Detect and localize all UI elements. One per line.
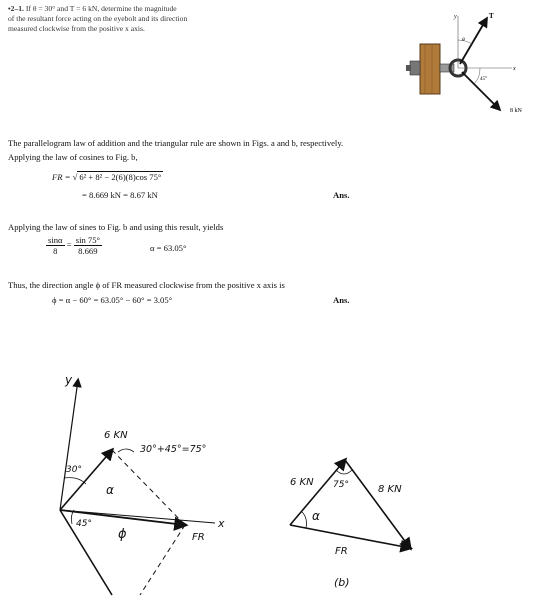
cos-radicand: 6² + 8² − 2(6)(8)cos 75°: [79, 172, 162, 182]
sines-intro: Applying the law of sines to Fig. b and using this result, yields: [8, 222, 224, 232]
sketch-a-label-phi: ϕ: [118, 527, 127, 542]
label-x-axis: x: [513, 66, 516, 72]
sketch-b-label-FR: FR: [335, 546, 348, 557]
sin-equals: =: [66, 239, 72, 250]
problem-text-line-1: If θ = 30° and T = 6 kN, determine the magnitude: [25, 4, 177, 13]
sketch-a-dash-bottom: [140, 525, 185, 595]
sketch-b-label-alpha: α: [312, 509, 320, 523]
answer-label-1: Ans.: [333, 190, 350, 200]
law-of-sines-equation: [46, 235, 102, 256]
cos-lhs: FR =: [52, 172, 71, 182]
solution-intro-line-1: The parallelogram law of addition and the triangular rule are shown in Figs. a and b, respectively.: [8, 138, 344, 148]
sketch-b-label-8kN: 8 KN: [378, 484, 402, 495]
eyebolt-figure: [392, 6, 532, 116]
problem-statement: [8, 4, 308, 34]
sin-num-right: sin 75°: [75, 235, 100, 245]
wooden-post: [420, 44, 440, 94]
sin-den-right: 8.669: [78, 246, 98, 256]
sketch-a-vector-6kN: [60, 450, 112, 510]
bolt-end: [406, 65, 411, 71]
hand-sketches: [0, 360, 540, 600]
sketch-b-label-75: 75°: [333, 480, 349, 490]
sketch-a-label-alpha: α: [106, 483, 114, 497]
sketch-b-vector-8kN: [345, 460, 410, 548]
alpha-result: α = 63.05°: [150, 243, 187, 253]
sketch-a-label-6kN: 6 KN: [104, 430, 128, 441]
sketch-a-dash-top: [112, 450, 185, 525]
cos-result: = 8.669 kN = 8.67 kN: [82, 190, 158, 200]
sin-num-left: sinα: [48, 235, 63, 245]
sketch-a-label-FR: FR: [192, 532, 205, 543]
sketch-b-label-b: (b): [334, 576, 350, 589]
law-of-cosines-equation: FR = √ 6² + 8² − 2(6)(8)cos 75°: [52, 172, 162, 182]
sketch-a-label-angle-sum: 30°+45°=75°: [140, 444, 207, 455]
label-theta: θ: [462, 37, 465, 43]
sketch-a-label-45: 45°: [76, 519, 92, 529]
sketch-b-vector-FR: [290, 525, 410, 548]
solution-intro-line-2: Applying the law of cosines to Fig. b,: [8, 152, 138, 162]
problem-text-line-2: of the resultant force acting on the eyebolt and its direction: [8, 14, 188, 23]
problem-number: •2–1.: [8, 4, 24, 13]
sketch-a-y-axis: [60, 380, 78, 510]
sketch-b-label-6kN: 6 KN: [290, 477, 314, 488]
sketch-a-label-30: 30°: [66, 465, 82, 475]
label-8kN: 8 kN: [510, 108, 522, 114]
label-T: T: [489, 12, 494, 20]
sketch-b-triangle: [290, 460, 410, 589]
direction-intro: Thus, the direction angle ϕ of FR measured clockwise from the positive x axis is: [8, 280, 285, 290]
problem-text-line-3: measured clockwise from the positive x axis.: [8, 24, 145, 33]
sin-den-left: 8: [53, 246, 58, 256]
nut: [410, 61, 420, 75]
label-45: 45°: [480, 77, 487, 82]
sketch-a-parallelogram: [60, 373, 225, 595]
phi-result: ϕ = α − 60° = 63.05° − 60° = 3.05°: [52, 295, 173, 305]
sketch-a-label-x: x: [218, 517, 225, 530]
sketch-a-label-y: y: [65, 373, 73, 387]
label-y-axis: y: [454, 14, 457, 20]
answer-label-2: Ans.: [333, 295, 350, 305]
